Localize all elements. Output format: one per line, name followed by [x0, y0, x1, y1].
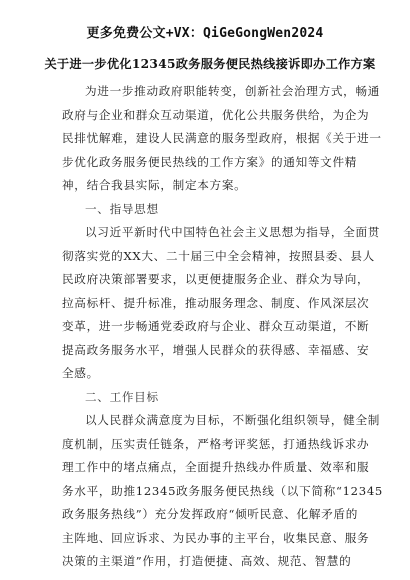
promo-banner: 更多免费公文+VX：QiGeGongWen2024: [86, 26, 324, 41]
paragraph-line: 以习近平新时代中国特色社会主义思想为指导，全面贯: [85, 225, 381, 239]
section-heading: 二、工作目标: [85, 389, 159, 404]
paragraph-line: 民排忧解难，建设人民满意的服务型政府，根据《关于进一: [62, 131, 382, 145]
paragraph-line: 务水平，助推12345政务服务便民热线（以下简称“12345: [62, 483, 383, 498]
paragraph-line: 变革，进一步畅通党委政府与企业、群众互动渠道，不断: [62, 319, 370, 333]
document-title: 关于进一步优化12345政务服务便民热线接诉即办工作方案: [44, 57, 376, 71]
paragraph-line: 理工作中的堵点痛点，全面提升热线办件质量、效率和服: [62, 460, 370, 474]
paragraph-line: 全感。: [62, 366, 99, 380]
paragraph-line: 神，结合我县实际，制定本方案。: [62, 178, 247, 192]
paragraph-line: 主阵地、回应诉求、为民办事的主平台，收集民意、服务: [62, 530, 370, 545]
paragraph-line: 度机制，压实责任链条，严格考评奖惩，打通热线诉求办: [62, 436, 370, 451]
section-heading: 一、指导思想: [85, 201, 159, 216]
paragraph-line: 政务服务热线”）充分发挥政府“倾听民意、化解矛盾的: [62, 507, 359, 521]
paragraph-line: 以人民群众满意度为目标，不断强化组织领导，健全制: [85, 413, 381, 427]
paragraph-line: 拉高标杆、提升标准，推动服务理念、制度、作风深层次: [62, 295, 370, 310]
document-body: [62, 80, 383, 574]
paragraph-line: 为进一步推动政府职能转变，创新社会治理方式，畅通: [85, 84, 381, 98]
paragraph-line: 提高政务服务水平，增强人民群众的获得感、幸福感、安: [62, 342, 370, 357]
paragraph-line: 步优化政务服务便民热线的工作方案》的通知等文件精: [62, 154, 358, 169]
paragraph-line: 决策的主渠道”作用，打造便捷、高效、规范、智慧的: [62, 554, 352, 568]
paragraph-line: 彻落实党的XX大、二十届三中全会精神，按照县委、县人: [62, 248, 375, 263]
paragraph-line: 政府与企业和群众互动渠道，优化公共服务供给，为企为: [62, 107, 370, 122]
paragraph-line: 民政府决策部署要求，以更便捷服务企业、群众为导向，: [62, 272, 370, 286]
